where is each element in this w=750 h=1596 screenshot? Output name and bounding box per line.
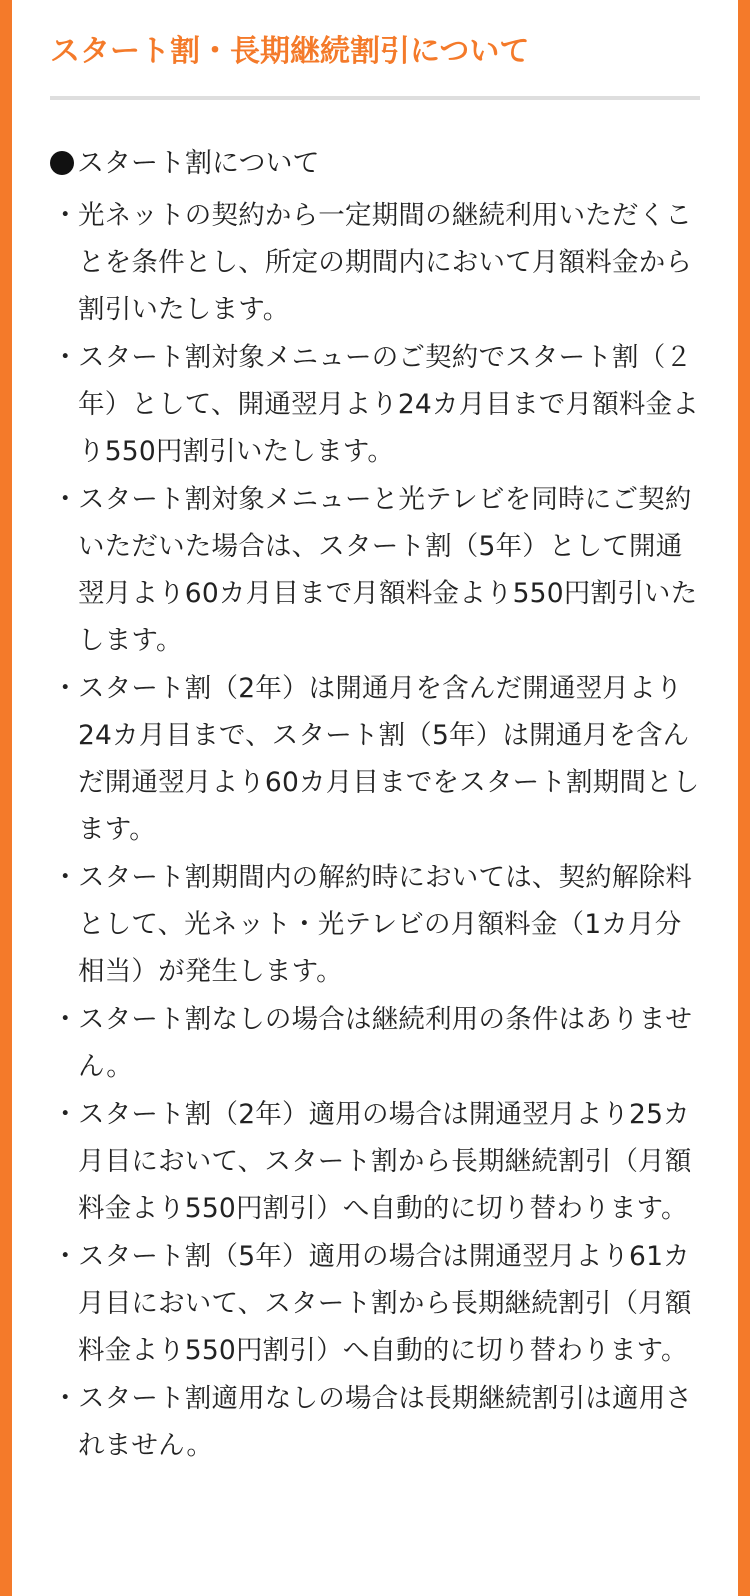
black-circle-icon (50, 151, 74, 175)
bullet-icon: ・ (52, 342, 79, 373)
list-item (50, 476, 700, 664)
list-item-text: スタート割（2年）適用の場合は開通翌月より25カ月目において、スタート割から長期継続割引（月額料金より550円割引）へ自動的に切り替わります。 (78, 1099, 692, 1224)
subsection-heading-label: スタート割について (77, 148, 320, 179)
list-item-text: スタート割対象メニューのご契約でスタート割（２年）として、開通翌月より24カ月目まで月額料金より550円割引いたします。 (78, 342, 699, 467)
list-item (50, 996, 700, 1090)
list-item-text: 光ネットの契約から一定期間の継続利用いただくことを条件とし、所定の期間内において月額料金から割引いたします。 (78, 200, 693, 325)
list-item (50, 854, 700, 995)
section-heading: スタート割・長期継続割引について (50, 34, 530, 69)
heading-divider (50, 96, 700, 100)
list-item (50, 1233, 700, 1374)
bullet-icon: ・ (52, 200, 79, 231)
bullet-icon: ・ (52, 1004, 79, 1035)
list-item (50, 1091, 700, 1232)
list-item-text: スタート割対象メニューと光テレビを同時にご契約いただいた場合は、スタート割（5年）として開通翌月より60カ月目まで月額料金より550円割引いたします。 (78, 484, 698, 656)
bullet-icon: ・ (52, 484, 79, 515)
list-item (50, 192, 700, 333)
bullet-icon: ・ (52, 673, 79, 704)
list-item (50, 665, 700, 853)
left-border (0, 0, 12, 1596)
bullet-icon: ・ (52, 1241, 79, 1272)
list-item-text: スタート割（2年）は開通月を含んだ開通翌月より24カ月目まで、スタート割（5年）は開通月を含んだ開通翌月より60カ月目までをスタート割期間とします。 (78, 673, 700, 845)
right-border (738, 0, 750, 1596)
bullet-icon: ・ (52, 862, 79, 893)
list-item-text: スタート割適用なしの場合は長期継続割引は適用されません。 (78, 1383, 693, 1461)
subsection-heading (50, 146, 700, 182)
terms-list (50, 192, 700, 1469)
list-item-text: スタート割（5年）適用の場合は開通翌月より61カ月目において、スタート割から長期継続割引（月額料金より550円割引）へ自動的に切り替わります。 (78, 1241, 692, 1366)
bullet-icon: ・ (52, 1383, 79, 1414)
list-item (50, 334, 700, 475)
bullet-icon: ・ (52, 1099, 79, 1130)
list-item (50, 1375, 700, 1469)
list-item-text: スタート割期間内の解約時においては、契約解除料として、光ネット・光テレビの月額料金（1カ月分相当）が発生します。 (78, 862, 693, 987)
list-item-text: スタート割なしの場合は継続利用の条件はありません。 (78, 1004, 693, 1082)
main-content (50, 0, 700, 1470)
